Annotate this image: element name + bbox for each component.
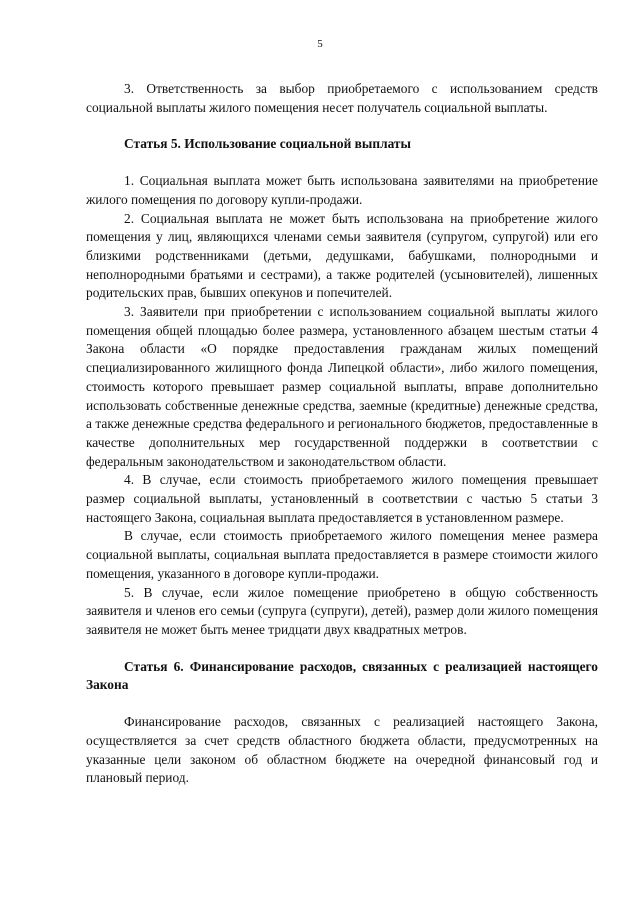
paragraph-responsibility: 3. Ответственность за выбор приобретаемого с использованием средств социальной выплаты жилого помещения несет получатель социальной выплаты. bbox=[86, 81, 598, 115]
page-number: 5 bbox=[317, 38, 323, 50]
article-5-heading: Статья 5. Использование социальной выплаты bbox=[124, 136, 411, 152]
article-5-heading-block bbox=[86, 135, 598, 154]
article-6-heading-block bbox=[86, 658, 598, 695]
article-5-paragraph: 5. В случае, если жилое помещение приобретено в общую собственность заявителя и членов его семьи (супруга (супруги), детей), размер доли жилого помещения заявителя не может быть менее тридцати двух квадратных метров. bbox=[86, 584, 598, 637]
document-body bbox=[86, 80, 598, 788]
article-5-paragraph: 2. Социальная выплата не может быть использована на приобретение жилого помещения у лиц, являющихся членами семьи заявителя (супругом, супругой) или его близкими родственниками (детьми, дедушками, бабушками, полнородными и неполнородными братьями и сестрами), а также родителей (усыновителей), лишенных родительских прав, бывших опекунов и попечителей. bbox=[86, 210, 598, 301]
article-5-paragraph: В случае, если стоимость приобретаемого жилого помещения менее размера социальной выплаты, социальная выплата предоставляется в размере стоимости жилого помещения, указанного в договоре купли-продажи. bbox=[86, 528, 598, 581]
article-5-paragraph: 3. Заявители при приобретении с использованием социальной выплаты жилого помещения общей площадью более размера, установленного абзацем шестым статьи 4 Закона области «О порядке предоставления гражданам жилых помещений специализированного жилищного фонда Липецкой области», либо жилого помещения, стоимость которого превышает размер социальной выплаты, вправе дополнительно использовать собственные денежные средства, заемные (кредитные) денежные средства, а также денежные средства федерального и регионального бюджетов, предоставленные в качестве дополнительных мер государственной поддержки в соответствии с федеральным законодательством и законодательством области. bbox=[86, 304, 598, 469]
article-5-paragraph: 4. В случае, если стоимость приобретаемого жилого помещения превышает размер социальной выплаты, установленный в соответствии с частью 5 статьи 3 настоящего Закона, социальная выплата предоставляется в установленном размере. bbox=[86, 472, 598, 525]
article-6-paragraph: Финансирование расходов, связанных с реализацией настоящего Закона, осуществляется за счет средств областного бюджета области, предусмотренных на указанные цели законом об областном бюджете на очередной финансовый год и плановый период. bbox=[86, 714, 598, 786]
article-6-heading: Статья 6. Финансирование расходов, связанных с реализацией настоящего Закона bbox=[86, 658, 598, 693]
article-5-paragraph: 1. Социальная выплата может быть использована заявителями на приобретение жилого помещения по договору купли-продажи. bbox=[86, 173, 598, 207]
